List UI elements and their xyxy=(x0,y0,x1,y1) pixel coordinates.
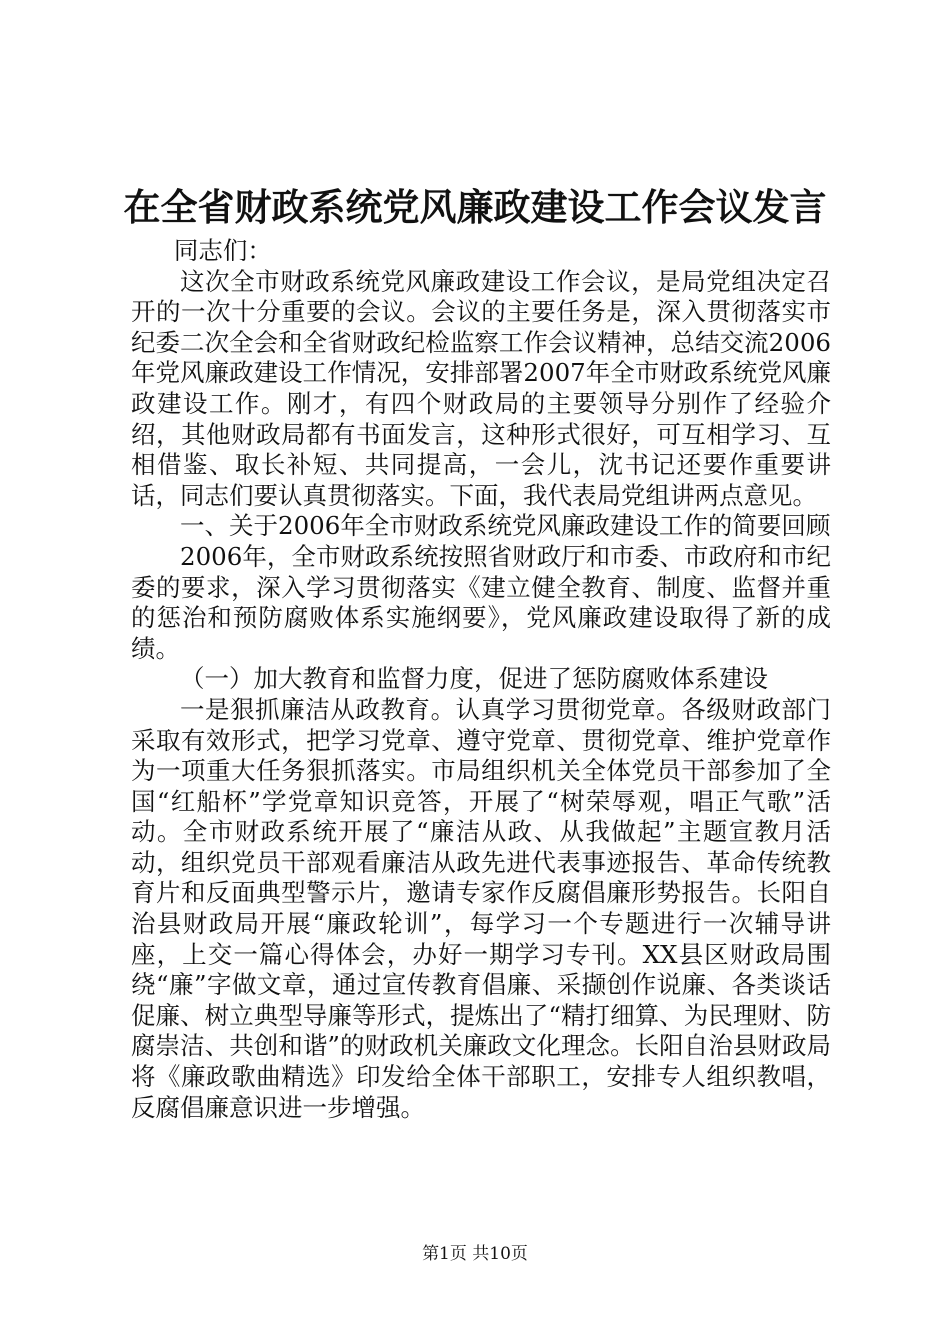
page-footer: 第1页 共10页 xyxy=(422,1244,528,1264)
document-body xyxy=(131,236,831,1123)
salutation-paragraph: 同志们： xyxy=(173,236,272,265)
document-title: 在全省财政系统党风廉政建设工作会议发言 xyxy=(123,185,827,229)
section-heading-1: 一、关于2006年全市财政系统党风廉政建设工作的简要回顾 xyxy=(180,511,831,541)
education-paragraph: 一是狠抓廉洁从政教育。认真学习贯彻党章。各级财政部门采取有效形式，把学习党章、遵守党章、贯彻党章、维护党章作为一项重大任务狠抓落实。市局组织机关全体党员干部参加了全国“红船杯”学党章知识竞答，开展了“树荣辱观，唱正气歌”活动。全市财政系统开展了“廉洁从政、从我做起”主题宣教月活动，组织党员干部观看廉洁从政先进代表事迹报告、革命传统教育片和反面典型警示片，邀请专家作反腐倡廉形势报告。长阳自治县财政局开展“廉政轮训”，每学习一个专题进行一次辅导讲座，上交一篇心得体会，办好一期学习专刊。XX县区财政局围绕“廉”字做文章，通过宣传教育倡廉、采撷创作说廉、各类谈话促廉、树立典型导廉等形式，提炼出了“精打细算、为民理财、防腐崇洁、共创和谐”的财政机关廉政文化理念。长阳自治县财政局将《廉政歌曲精选》印发给全体干部职工，安排专人组织教唱，反腐倡廉意识进一步增强。 xyxy=(131,694,831,1122)
subsection-heading-1: （一）加大教育和监督力度，促进了惩防腐败体系建设 xyxy=(180,664,768,694)
review-paragraph: 2006年，全市财政系统按照省财政厅和市委、市政府和市纪委的要求，深入学习贯彻落实《建立健全教育、制度、监督并重的惩治和预防腐败体系实施纲要》，党风廉政建设取得了新的成绩。 xyxy=(131,541,831,663)
intro-paragraph: 这次全市财政系统党风廉政建设工作会议，是局党组决定召开的一次十分重要的会议。会议的主要任务是，深入贯彻落实市纪委二次全会和全省财政纪检监察工作会议精神，总结交流2006年党风廉政建设工作情况，安排部署2007年全市财政系统党风廉政建设工作。刚才，有四个财政局的主要领导分别作了经验介绍，其他财政局都有书面发言，这种形式很好，可互相学习、互相借鉴、取长补短、共同提高，一会儿，沈书记还要作重要讲话，同志们要认真贯彻落实。下面，我代表局党组讲两点意见。 xyxy=(131,266,831,510)
